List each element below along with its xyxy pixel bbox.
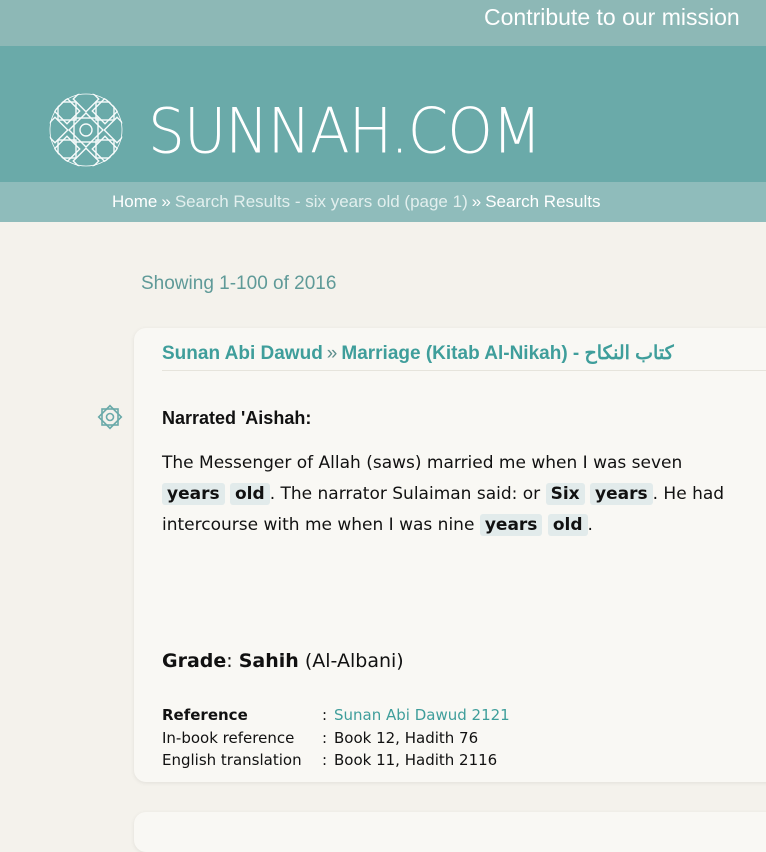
search-highlight: old (230, 483, 270, 505)
hadith-references (162, 704, 510, 772)
collection-link[interactable]: Sunan Abi Dawud (162, 343, 323, 364)
reference-colon: : (322, 706, 328, 724)
reference-row (162, 749, 510, 772)
narrator: Narrated 'Aishah: (162, 408, 312, 428)
hadith-text-segment: The Messenger of Allah (saws) married me when I was seven (162, 453, 683, 473)
breadcrumb-bar (0, 182, 766, 222)
reference-colon: : (322, 728, 328, 747)
eight-point-star-icon[interactable] (95, 402, 125, 432)
breadcrumb-separator: » (161, 192, 171, 211)
hadith-book-title (162, 342, 674, 365)
next-hadith-card (134, 812, 766, 852)
results-count: Showing 1-100 of 2016 (141, 273, 337, 294)
search-highlight: years (590, 483, 653, 505)
grade-colon: : (226, 650, 233, 672)
book-link[interactable]: Marriage (Kitab Al-Nikah) - كتاب النكاح (341, 343, 674, 364)
top-bar (0, 0, 766, 46)
reference-label: Reference (162, 706, 248, 724)
hadith-card (134, 328, 766, 782)
breadcrumb-current: Search Results (485, 192, 601, 211)
reference-row (162, 704, 510, 727)
grade-value: Sahih (238, 650, 299, 672)
breadcrumb (112, 192, 600, 212)
reference-row (162, 727, 510, 750)
hadith-text-segment: . (587, 515, 593, 535)
reference-label: In-book reference (162, 728, 295, 747)
search-highlight: years (162, 483, 225, 505)
hadith-grade (162, 650, 404, 672)
reference-value: Book 11, Hadith 2116 (334, 751, 498, 769)
title-separator: » (326, 343, 338, 364)
reference-value: Book 12, Hadith 76 (334, 728, 479, 747)
breadcrumb-search-page-link[interactable]: Search Results - six years old (page 1) (174, 192, 468, 211)
search-highlight: old (548, 514, 588, 536)
reference-table (162, 704, 510, 772)
contribute-link[interactable]: Contribute to our mission (484, 4, 740, 30)
site-logo-text[interactable]: SUNNAH.COM (148, 94, 541, 168)
breadcrumb-separator: » (471, 192, 482, 211)
geometric-pattern-icon[interactable] (48, 92, 124, 168)
divider (162, 370, 766, 371)
search-highlight: years (480, 514, 543, 536)
grade-label: Grade (162, 650, 227, 672)
hadith-text-segment: . The narrator Sulaiman said: or (269, 484, 541, 504)
grade-source: (Al-Albani) (304, 650, 404, 672)
reference-link[interactable]: Sunan Abi Dawud 2121 (334, 706, 510, 724)
hadith-text (162, 448, 732, 541)
reference-colon: : (322, 751, 328, 769)
breadcrumb-home-link[interactable]: Home (112, 192, 158, 211)
site-header (0, 46, 766, 182)
reference-label: English translation (162, 751, 302, 769)
hadith-text-segment: . He had intercourse with me when I was nine (162, 484, 725, 535)
search-highlight: Six (546, 483, 585, 505)
